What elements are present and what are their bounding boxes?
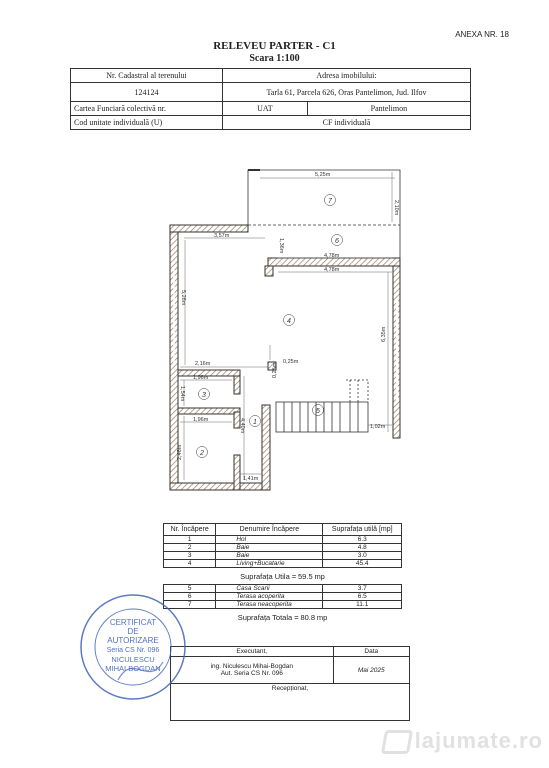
executant-cell — [171, 657, 334, 684]
stamp-seal-icon — [78, 592, 188, 702]
lajumate-logo-icon — [381, 730, 413, 754]
dim-north-left: 3,57m — [214, 233, 230, 239]
table-row: 5 Casa Scarii 3.7 — [164, 585, 402, 593]
dim-025-side: 0,25m — [272, 362, 278, 378]
util-value: 59.5 — [298, 571, 313, 581]
cadastral-value: 124124 — [71, 83, 223, 102]
rooms-header-nr: Nr. Încăpere — [164, 524, 216, 536]
uat-value: Pantelimon — [307, 102, 470, 116]
floor-plan — [0, 150, 549, 510]
stamp-line-5: NICULESCU — [111, 655, 155, 664]
signature-table — [170, 646, 410, 721]
room-label-7: 7 — [328, 198, 332, 205]
table-row: 4 Living+Bucatarie 45.4 — [164, 560, 402, 568]
rooms-header-area: Suprafața utilă [mp] — [323, 524, 402, 536]
dim-246: 2,46m — [177, 444, 183, 460]
wall-bath3-top — [178, 370, 240, 376]
util-surface-line — [164, 568, 402, 585]
executant-authorization: Aut. Seria CS Nr. 096 — [220, 670, 283, 677]
room-label-4: 4 — [287, 318, 291, 325]
executant-label: Executant, — [171, 647, 334, 657]
rooms-header-name: Denumire Încăpere — [216, 524, 323, 536]
authorization-stamp — [78, 592, 188, 702]
address-label: Adresa imobilului: — [223, 69, 471, 83]
util-unit: mp — [314, 571, 325, 581]
room-label-3: 3 — [202, 392, 206, 399]
room-label-2: 2 — [200, 450, 204, 457]
wall-north-left — [170, 225, 248, 232]
cadastral-label: Nr. Cadastral al terenului — [71, 69, 223, 83]
wall-south-left — [170, 483, 270, 490]
receptionat-label: Recepționat, — [171, 684, 410, 721]
table-row: 1 Hol 6.3 — [164, 536, 402, 544]
room-label-6: 6 — [335, 238, 339, 245]
dim-terrace-width: 5,25m — [315, 172, 331, 178]
dim-covered-depth: 1,36m — [278, 238, 284, 254]
dim-440: 4,40m — [239, 418, 245, 434]
dim-east-depth: 6,35m — [381, 326, 387, 342]
total-label: Suprafața Totala = — [237, 612, 299, 622]
room-label-1: 1 — [253, 419, 257, 426]
total-value: 80.8 — [300, 612, 316, 622]
dim-living-depth: 5,28m — [180, 290, 186, 306]
wall-bath2-right-b — [234, 455, 240, 490]
document-title: RELEVEU PARTER - C1 — [213, 40, 336, 52]
stamp-line-2: DE — [127, 627, 139, 636]
dim-covered-width: 4,78m — [324, 253, 340, 259]
wall-bath-split — [178, 408, 240, 414]
dim-living-width: 4,78m — [324, 267, 340, 273]
cf-label: CF individuală — [223, 116, 471, 130]
unit-label: Cod unitate individuală (U) — [71, 116, 223, 130]
dim-216: 2,16m — [195, 361, 211, 367]
stamp-line-6: MIHAI BOGDAN — [105, 664, 161, 673]
document-scale: Scara 1:100 — [249, 53, 300, 64]
address-value: Tarla 61, Parcela 626, Oras Pantelimon, Jud. Ilfov — [223, 83, 471, 102]
table-row: 6 Terasa acoperita 6.5 — [164, 593, 402, 601]
terrace-outline — [248, 170, 400, 258]
property-info-table — [70, 68, 471, 130]
watermark-text: lajumate.ro — [414, 727, 543, 753]
total-surface-line — [164, 609, 402, 626]
dim-196-top: 1,96m — [193, 375, 209, 381]
rooms-table — [163, 523, 402, 625]
site-watermark — [383, 728, 543, 754]
stamp-line-4: Seria CS Nr. 096 — [106, 647, 160, 654]
data-label: Data — [333, 647, 409, 657]
table-row: 2 Baie 4.8 — [164, 544, 402, 552]
annex-number: ANEXA NR. 18 — [455, 30, 509, 39]
executant-name: ing. Niculescu Mihai-Bogdan — [210, 663, 293, 670]
dim-terrace-depth: 2,10m — [393, 200, 399, 216]
stamp-line-1: CERTIFICAT — [109, 618, 157, 627]
date-value: Mai 2025 — [333, 657, 409, 684]
wall-bath3-right — [234, 376, 240, 394]
dim-154: 1,54m — [179, 386, 185, 402]
dim-196-bottom: 1,96m — [193, 417, 209, 423]
total-unit: mp — [316, 612, 328, 622]
table-row: 3 Baie 3.0 — [164, 552, 402, 560]
wall-hall-east — [262, 405, 270, 490]
stamp-line-3: AUTORIZARE — [107, 636, 159, 645]
carte-label: Cartea Funciară colectivă nr. — [71, 102, 223, 116]
dim-141: 1,41m — [243, 476, 259, 482]
util-label: Suprafața Utila = — [240, 571, 297, 581]
dim-025-top: 0,25m — [283, 359, 299, 365]
table-row: 7 Terasa neacoperita 11.1 — [164, 601, 402, 609]
uat-label: UAT — [223, 102, 308, 116]
wall-pillar — [265, 266, 273, 276]
wall-terrace — [268, 258, 400, 266]
room-label-5: 5 — [316, 408, 320, 415]
dim-102: 1,02m — [370, 424, 386, 430]
